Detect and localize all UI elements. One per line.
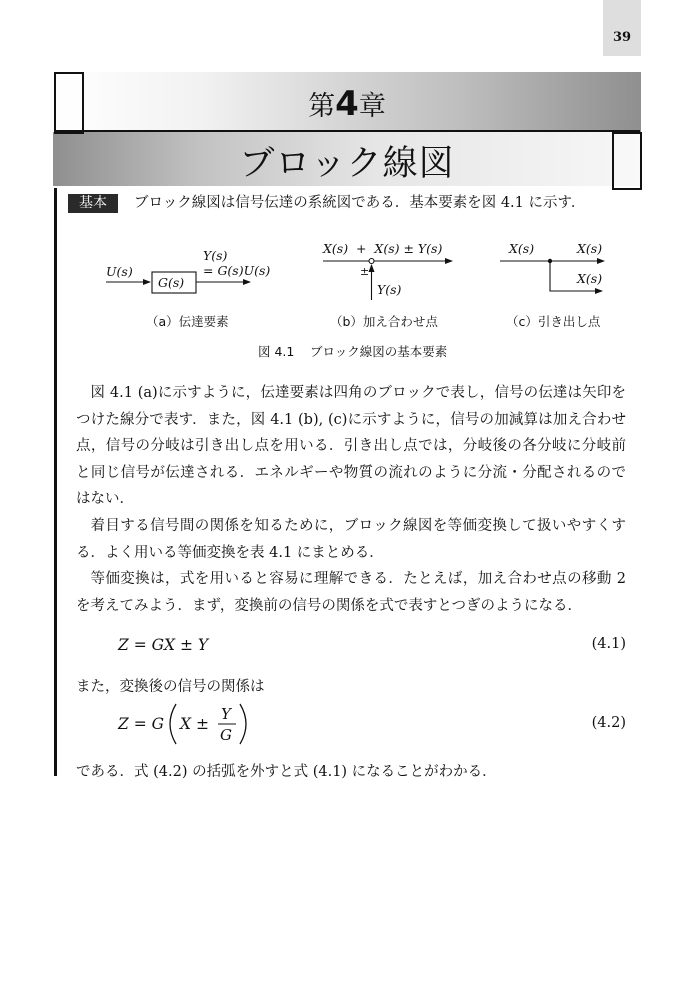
figure-c-takeoff-point [500, 241, 604, 329]
fig-b-top-label: X(s) + X(s) ± Y(s) [323, 241, 443, 256]
banner-divider [54, 130, 640, 132]
paragraph-1 [76, 380, 626, 513]
figure-a-transfer-element [106, 248, 270, 329]
fig-b-sign: ± [360, 265, 370, 278]
eq2-numerator: Y [221, 705, 231, 723]
fig-c-output-label-1: X(s) [577, 241, 603, 256]
fig-b-caption: （b）加え合わせ点 [330, 314, 438, 329]
chapter-title: ブロック線図 [239, 144, 455, 184]
fig-a-caption: （a）伝達要素 [146, 314, 229, 329]
equation-4-2-number: (4.2) [591, 715, 626, 731]
figure-caption-text: ブロック線図の基本要素 [310, 344, 448, 359]
basic-text: ブロック線図は信号伝達の系統図である．基本要素を図 4.1 に示す． [134, 195, 586, 211]
fig-b-summing-circle [369, 259, 374, 264]
chapter-number: 第4章 [308, 84, 386, 124]
fig-c-input-label: X(s) [509, 241, 535, 256]
paragraph-3 [76, 566, 626, 619]
eq2-left-paren [170, 704, 176, 744]
eq2-lhs: Z = G [118, 715, 164, 733]
paragraph-2-text: 着目する信号間の関係を知るために，ブロック線図を等価変換して扱いやすくする．よく用いる等価変換を表 4.1 にまとめる． [76, 518, 626, 561]
eq2-denominator: G [220, 726, 232, 744]
eq2-right-paren [240, 704, 246, 744]
fig-c-caption: （c）引き出し点 [506, 314, 601, 329]
equation-4-1: Z = GX ± Y [118, 636, 209, 654]
fig-a-output-label-2: = G(s)U(s) [203, 263, 271, 278]
paragraph-1-text: 図 4.1 (a)に示すように，伝達要素は四角のブロックで表し，信号の伝達は矢印をつけた線分で表す．また，図 4.1 (b), (c)に示すように，信号の加減算は加え合わせ点，信号の分岐は引き出し点を用いる．引き出し点では，分岐後の各分岐に分岐前と同じ信号が伝達される．エネルギーや物質の流れのように分流・分配されるのではない． [76, 385, 626, 508]
figure-caption-number: 図 4.1 [258, 344, 295, 359]
fig-b-bottom-label: Y(s) [377, 282, 402, 297]
paragraph-also: また，変換後の信号の関係は [76, 679, 265, 695]
figure-4-1 [0, 230, 699, 370]
fig-a-input-label: U(s) [106, 264, 133, 279]
fig-a-block-label: G(s) [158, 275, 185, 290]
fig-c-output-label-2: X(s) [577, 271, 603, 286]
paragraph-2 [76, 513, 626, 566]
paragraph-3-text: 等価変換は，式を用いると容易に理解できる．たとえば，加え合わせ点の移動 2 を考えてみよう．まず，変換前の信号の関係を式で表すとつぎのようになる． [76, 571, 626, 614]
figure-b-summing-point [322, 241, 452, 329]
page-number-tab [603, 0, 641, 56]
equation-4-1-number: (4.1) [591, 636, 626, 652]
fig-a-output-label-1: Y(s) [203, 248, 228, 263]
paragraph-4: である．式 (4.2) の括弧を外すと式 (4.1) になることがわかる． [76, 764, 497, 780]
basic-badge: 基本 [68, 194, 118, 213]
equation-4-2 [114, 700, 274, 748]
page-number: 39 [612, 30, 632, 45]
eq2-x: X ± [180, 715, 209, 733]
